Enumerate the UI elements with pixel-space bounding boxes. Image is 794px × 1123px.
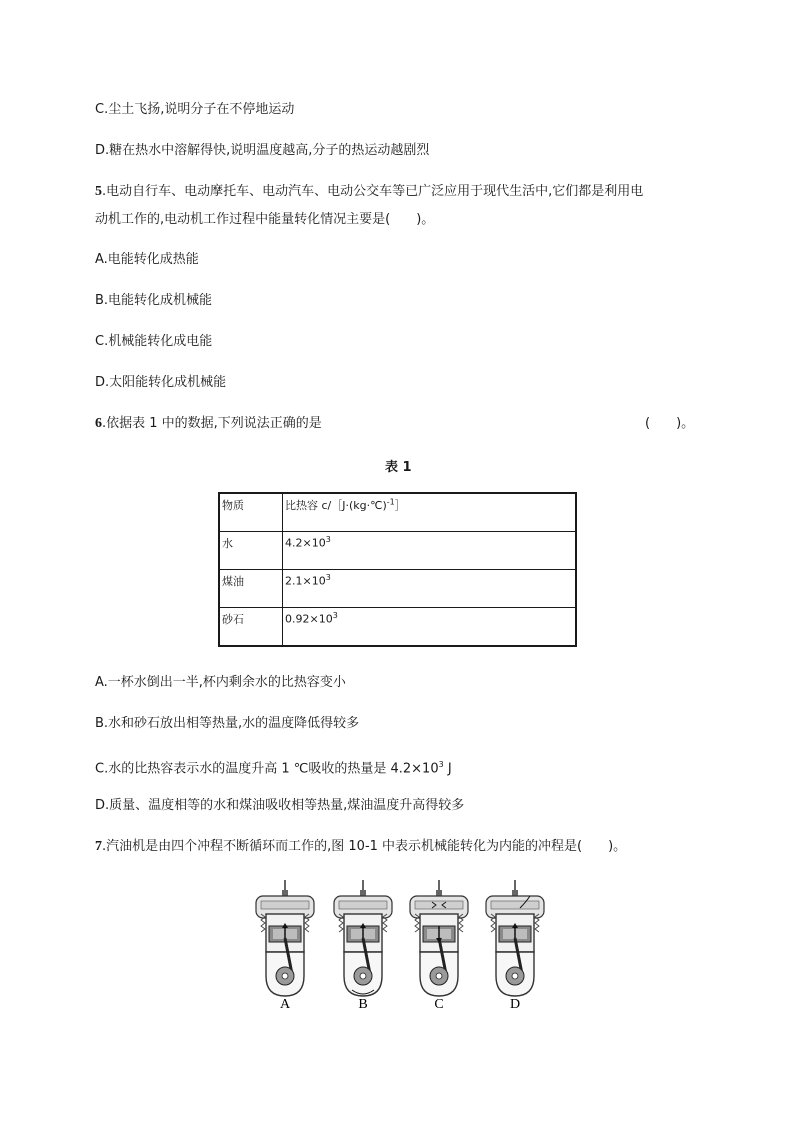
header-substance: 物质 <box>219 493 283 532</box>
substance-cell: 砂石 <box>219 608 283 647</box>
q5-stem-line1 <box>95 182 643 202</box>
q5-number: 5 <box>95 184 102 199</box>
table-row <box>219 570 576 608</box>
engine-diagram-d <box>486 880 544 996</box>
table-header-row <box>219 493 576 532</box>
engine-diagram-c <box>410 880 468 996</box>
table-caption: 表 1 <box>385 460 412 475</box>
q4-option-d: D.糖在热水中溶解得快,说明温度越高,分子的热运动越剧烈 <box>95 143 430 158</box>
q7-number: 7 <box>95 839 102 854</box>
engine-label-a: A <box>279 997 291 1010</box>
engine-label-b: B <box>358 997 368 1010</box>
q5-option-d: D.太阳能转化成机械能 <box>95 375 227 390</box>
engine-strokes-figure <box>252 878 557 1010</box>
engine-diagram-a <box>256 880 314 996</box>
q6-stem <box>95 414 322 434</box>
q6-number: 6 <box>95 416 102 431</box>
value-cell: $0.92\times 10^3$ <box>283 608 577 647</box>
specific-heat-table <box>218 492 577 647</box>
q5-stem-line2: 动机工作的,电动机工作过程中能量转化情况主要是( )。 <box>95 212 435 227</box>
q6-option-c: C.水的比热容表示水的温度升高 1 ℃吸收的热量是 $4.2\times 10^3$ J <box>95 760 452 777</box>
q6-option-b: B.水和砂石放出相等热量,水的温度降低得较多 <box>95 716 360 731</box>
engine-label-c: C <box>434 997 444 1010</box>
q7-stem <box>95 837 626 857</box>
substance-cell: 水 <box>219 532 283 570</box>
table-row <box>219 532 576 570</box>
q7-stem-text: .汽油机是由四个冲程不断循环而工作的,图 10-1 中表示机械能转化为内能的冲程是( )。 <box>102 839 627 854</box>
q5-stem-text: .电动自行车、电动摩托车、电动汽车、电动公交车等已广泛应用于现代生活中,它们都是利用电 <box>102 184 644 199</box>
value-cell: $4.2\times 10^3$ <box>283 532 577 570</box>
q6-option-d: D.质量、温度相等的水和煤油吸收相等热量,煤油温度升高得较多 <box>95 798 465 813</box>
q5-option-b: B.电能转化成机械能 <box>95 293 213 308</box>
q5-option-a: A.电能转化成热能 <box>95 252 199 267</box>
value-cell: $2.1\times 10^3$ <box>283 570 577 608</box>
q6-option-a: A.一杯水倒出一半,杯内剩余水的比热容变小 <box>95 675 346 690</box>
engine-label-d: D <box>509 997 521 1010</box>
header-specific-heat: 比热容 c/［J·(kg·℃)$^{-1}$］ <box>283 493 577 532</box>
substance-cell: 煤油 <box>219 570 283 608</box>
q4-option-c: C.尘土飞扬,说明分子在不停地运动 <box>95 102 295 117</box>
q5-option-c: C.机械能转化成电能 <box>95 334 213 349</box>
engine-diagram-b <box>334 880 392 996</box>
q6-stem-text: .依据表 1 中的数据,下列说法正确的是 <box>102 416 322 431</box>
table-row <box>219 608 576 647</box>
q6-answer-blank: ( )。 <box>645 416 695 431</box>
